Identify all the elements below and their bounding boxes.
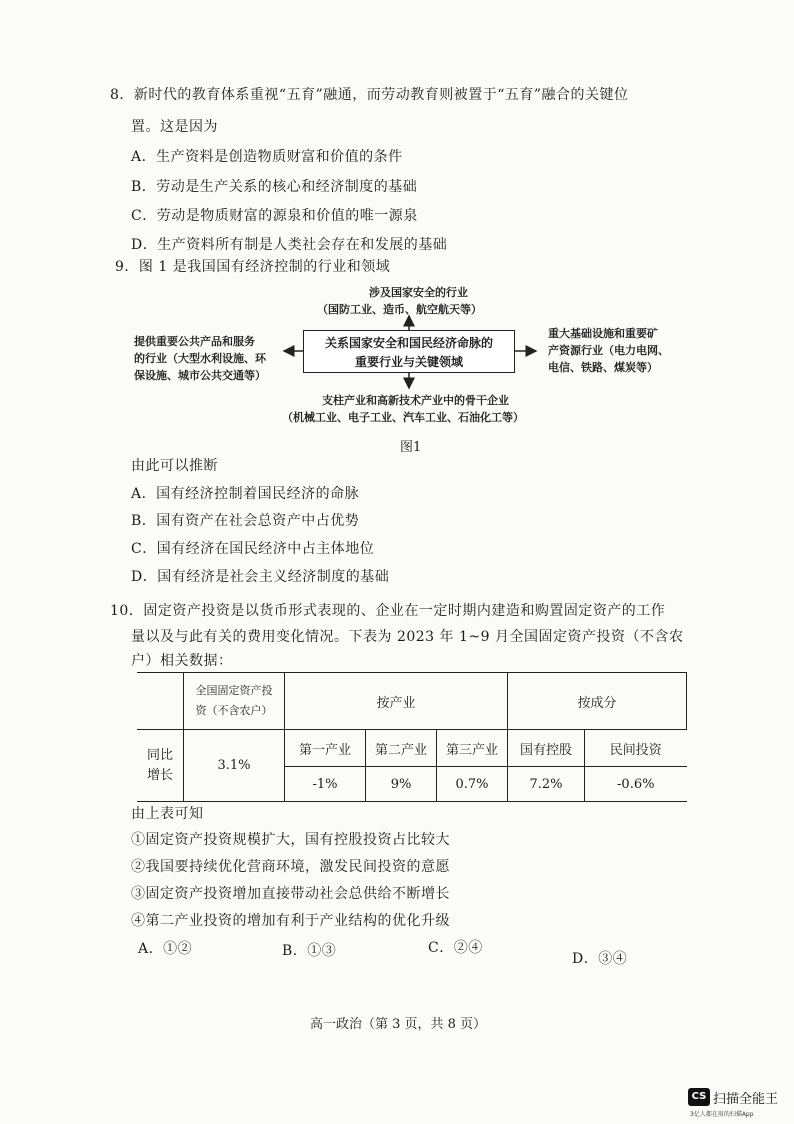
table-header-total — [184, 673, 285, 730]
diagram-right-label — [548, 325, 669, 376]
question-8-option-a: A．生产资料是创造物质财富和价值的条件 — [131, 149, 403, 165]
diagram-left-label — [134, 333, 266, 384]
table-subheader-primary: 第一产业 — [285, 730, 366, 767]
question-8-stem-line2: 置。这是因为 — [131, 119, 218, 135]
question-10-stem-line2: 量以及与此有关的费用变化情况。下表为 2023 年 1~9 月全国固定资产投资（不含农 — [131, 629, 684, 645]
scanner-tagline: 3亿人都在用的扫描App — [690, 1111, 754, 1118]
diagram-right-line2: 产资源行业（电力电网、 — [548, 344, 669, 357]
diagram-bottom-line2: （机械工业、电子工业、汽车工业、石油化工等） — [282, 411, 524, 424]
question-10-stem-line3: 户）相关数据： — [131, 653, 233, 669]
question-10-stem-line1: 10．固定资产投资是以货币形式表现的、企业在一定时期内建造和购置固定资产的工作 — [110, 603, 666, 619]
table-header-row — [137, 673, 687, 730]
table-row-label — [137, 730, 184, 802]
question-10-statement-1: ①固定资产投资规模扩大，国有控股投资占比较大 — [131, 832, 450, 848]
question-9-lead: 由此可以推断 — [131, 458, 218, 474]
question-10-statement-3: ③固定资产投资增加直接带动社会总供给不断增长 — [131, 886, 450, 902]
question-10-option-d: D．③④ — [572, 951, 628, 967]
question-9-option-a: A．国有经济控制着国民经济的命脉 — [131, 486, 360, 502]
table-value-tertiary: 0.7% — [437, 767, 508, 802]
question-10-option-b: B．①③ — [282, 943, 337, 959]
diagram-right-line1: 重大基础设施和重要矿 — [548, 327, 658, 340]
question-10-statement-2: ②我国要持续优化营商环境，激发民间投资的意愿 — [131, 859, 450, 875]
table-subheader-state: 国有控股 — [508, 730, 585, 767]
question-10-lead: 由上表可知 — [131, 806, 204, 822]
table-total-value: 3.1% — [184, 730, 285, 802]
scanner-brand-name: 扫描全能王 — [713, 1092, 779, 1107]
question-8-stem-line1: 8．新时代的教育体系重视“五育”融通，而劳动教育则被置于“五育”融合的关键位 — [110, 87, 629, 103]
table-row-label-line2: 增长 — [146, 767, 173, 783]
question-9-option-c: C．国有经济在国民经济中占主体地位 — [131, 541, 375, 557]
table-value-private: -0.6% — [585, 767, 687, 802]
diagram-center-line1: 关系国家安全和国民经济命脉的 — [324, 336, 493, 350]
diagram-left-line3: 保设施、城市公共交通等） — [134, 369, 266, 382]
table-value-state: 7.2% — [508, 767, 585, 802]
question-9-stem: 9．图 1 是我国国有经济控制的行业和领域 — [115, 259, 391, 275]
table-corner-cell — [137, 673, 184, 730]
table-header-total-line2: 资（不含农户） — [195, 704, 273, 717]
table-subheader-row — [137, 730, 687, 767]
diagram-top-line2: （国防工业、造币、航空航天等） — [317, 303, 482, 316]
table-header-industry: 按产业 — [285, 673, 508, 730]
table-header-component: 按成分 — [508, 673, 687, 730]
page-footer: 高一政治（第 3 页，共 8 页） — [310, 1017, 487, 1032]
investment-table — [137, 672, 687, 802]
question-9-option-b: B．国有资产在社会总资产中占优势 — [131, 513, 360, 529]
scanner-logo-icon: CS — [688, 1088, 710, 1106]
diagram-right-line3: 电信、铁路、煤炭等） — [548, 361, 658, 374]
question-10-statement-4: ④第二产业投资的增加有利于产业结构的优化升级 — [131, 913, 450, 929]
diagram-top-line1: 涉及国家安全的行业 — [369, 286, 468, 299]
diagram-center-box — [303, 330, 515, 373]
question-8-option-c: C．劳动是物质财富的源泉和价值的唯一源泉 — [131, 208, 418, 224]
diagram-bottom-label — [282, 392, 524, 426]
diagram-center-line2: 重要行业与关键领域 — [354, 355, 463, 369]
diagram-left-line1: 提供重要公共产品和服务 — [134, 335, 255, 348]
table-subheader-private: 民间投资 — [585, 730, 687, 767]
question-8-option-d: D．生产资料所有制是人类社会存在和发展的基础 — [131, 237, 448, 253]
table-value-secondary: 9% — [366, 767, 437, 802]
question-10-option-a: A．①② — [138, 941, 193, 957]
question-8-option-b: B．劳动是生产关系的核心和经济制度的基础 — [131, 179, 418, 195]
table-subheader-tertiary: 第三产业 — [437, 730, 508, 767]
table-row-label-line1: 同比 — [146, 747, 173, 763]
question-10-option-c: C．②④ — [428, 940, 483, 956]
table-subheader-secondary: 第二产业 — [366, 730, 437, 767]
diagram-left-line2: 的行业（大型水利设施、环 — [134, 352, 266, 365]
table-value-primary: -1% — [285, 767, 366, 802]
table-header-total-line1: 全国固定资产投 — [195, 684, 273, 697]
question-9-option-d: D．国有经济是社会主义经济制度的基础 — [131, 569, 390, 585]
figure-caption: 图1 — [400, 440, 422, 455]
diagram-bottom-line1: 支柱产业和高新技术产业中的骨干企业 — [322, 394, 509, 407]
diagram-top-label — [317, 284, 482, 318]
